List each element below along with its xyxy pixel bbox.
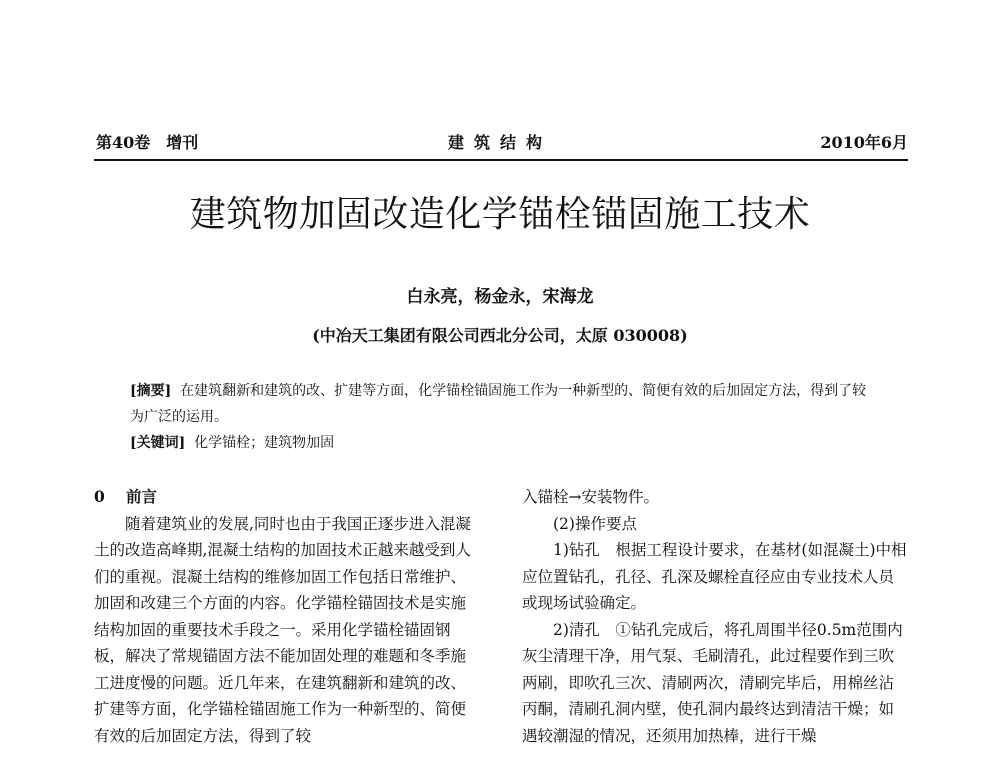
section-heading — [94, 484, 480, 511]
journal-volume: 第40卷 增刊 — [96, 133, 199, 152]
abstract — [130, 378, 875, 430]
section-number: 0 — [94, 487, 105, 506]
abstract-label: [摘要] — [130, 383, 172, 399]
abstract-text: 在建筑翻新和建筑的改、扩建等方面，化学锚栓锚固施工作为一种新型的、简便有效的后加固定方法，得到了较为广泛的运用。 — [130, 383, 867, 425]
keywords-text: 化学锚栓；建筑物加固 — [194, 435, 335, 451]
keywords — [130, 431, 875, 455]
drilling-paragraph: 1)钻孔 根据工程设计要求，在基材(如混凝土)中相应位置钻孔，孔径、孔深及螺栓直径应由专业技术人员或现场试验确定。 — [522, 541, 907, 612]
author-affiliation: (中冶天工集团有限公司西北分公司，太原 030008) — [312, 326, 688, 345]
header-rule — [94, 159, 908, 161]
keywords-label: [关键词] — [130, 435, 186, 451]
article-title: 建筑物加固改造化学锚栓锚固施工技术 — [189, 194, 811, 235]
continued-line: 入锚栓→安装物件。 — [522, 488, 659, 506]
section-title: 前言 — [126, 487, 158, 506]
left-column — [94, 484, 480, 749]
cleaning-paragraph: 2)清孔 ①钻孔完成后，将孔周围半径0.5m范围内灰尘清理干净，用气泵、毛刷清孔，此过程要作到三吹两刷，即吹孔三次、清刷两次，清刷完毕后，用棉丝沾丙酮，清刷孔洞内壁，使孔洞内最终达到清洁干燥；如遇较潮湿的情况，还须用加热棒，进行干燥 — [522, 620, 903, 745]
intro-paragraph: 随着建筑业的发展,同时也由于我国正逐步进入混凝土的改造高峰期,混凝土结构的加固技术正越来越受到人们的重视。混凝土结构的维修加固工作包括日常维护、加固和改建三个方面的内容。化学锚栓锚固技术是实施结构加固的重要技术手段之一。采用化学锚栓锚固钢板，解决了常规锚固方法不能加固处理的难题和冬季施工进度慢的问题。近几年来，在建筑翻新和建筑的改、扩建等方面，化学锚栓锚固施工作为一种新型的、简便有效的后加固定方法，得到了较 — [94, 514, 471, 745]
right-column — [522, 484, 908, 749]
journal-name: 建筑结构 — [447, 133, 552, 152]
publication-date: 2010年6月 — [820, 133, 908, 152]
subheading-operation-points: (2)操作要点 — [553, 514, 637, 533]
article-authors: 白永亮，杨金永，宋海龙 — [406, 287, 594, 307]
